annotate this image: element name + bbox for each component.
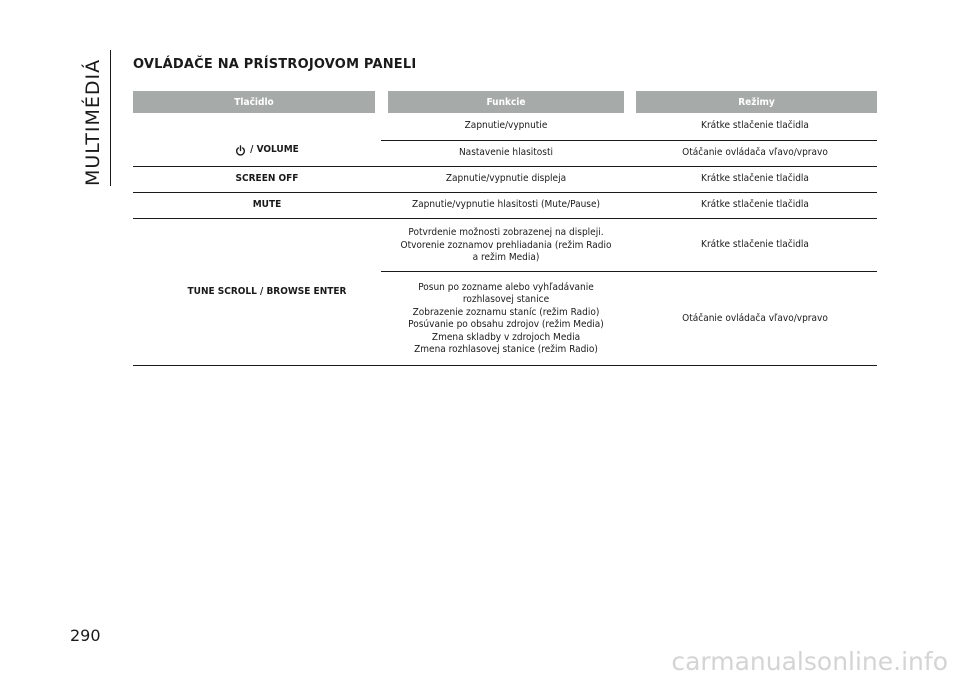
button-volume-label: / VOLUME bbox=[250, 144, 299, 156]
button-screen-off: SCREEN OFF bbox=[235, 173, 299, 185]
mode-screen-off: Krátke stlačenie tlačidla bbox=[701, 173, 809, 185]
function-power-toggle: Zapnutie/vypnutie bbox=[464, 120, 548, 132]
header-functions: Funkcie bbox=[388, 91, 624, 113]
header-button: Tlačidlo bbox=[133, 91, 375, 113]
mode-volume-adjust: Otáčanie ovládača vľavo/vpravo bbox=[682, 147, 828, 159]
page-number: 290 bbox=[70, 626, 101, 645]
mode-confirm-browse: Krátke stlačenie tlačidla bbox=[701, 238, 809, 250]
mode-scroll-tune: Otáčanie ovládača vľavo/vpravo bbox=[682, 312, 828, 324]
mode-power-toggle: Krátke stlačenie tlačidla bbox=[701, 120, 809, 132]
function-screen-off: Zapnutie/vypnutie displeja bbox=[445, 173, 567, 185]
row-divider bbox=[381, 271, 877, 272]
side-section-title: MULTIMÉDIÁ bbox=[82, 58, 104, 186]
function-scroll-tune: Posun po zozname alebo vyhľadávanie rozhlasovej stanice Zobrazenie zoznamu staníc (režim Radio) Posúvanie po obsahu zdrojov (režim Media) Zmena skladby v zdrojoch Media Zmena rozhlasovej stanice (režim Radio) bbox=[408, 281, 604, 355]
function-confirm-browse: Potvrdenie možnosti zobrazenej na displeji. Otvorenie zoznamov prehliadania (režim Radio a režim Media) bbox=[400, 227, 612, 264]
watermark-text: carmanualsonline.info bbox=[671, 647, 948, 676]
section-title: OVLÁDAČE NA PRÍSTROJOVOM PANELI bbox=[133, 57, 417, 72]
header-modes: Režimy bbox=[636, 91, 877, 113]
mode-mute: Krátke stlačenie tlačidla bbox=[701, 199, 809, 211]
table-bottom-rule bbox=[133, 365, 877, 366]
button-mute: MUTE bbox=[252, 199, 282, 211]
function-volume-adjust: Nastavenie hlasitosti bbox=[458, 147, 554, 159]
function-mute: Zapnutie/vypnutie hlasitosti (Mute/Pause) bbox=[411, 199, 601, 211]
side-rule bbox=[110, 50, 111, 186]
button-tune-browse: TUNE SCROLL / BROWSE ENTER bbox=[187, 285, 347, 297]
power-icon bbox=[235, 145, 246, 156]
